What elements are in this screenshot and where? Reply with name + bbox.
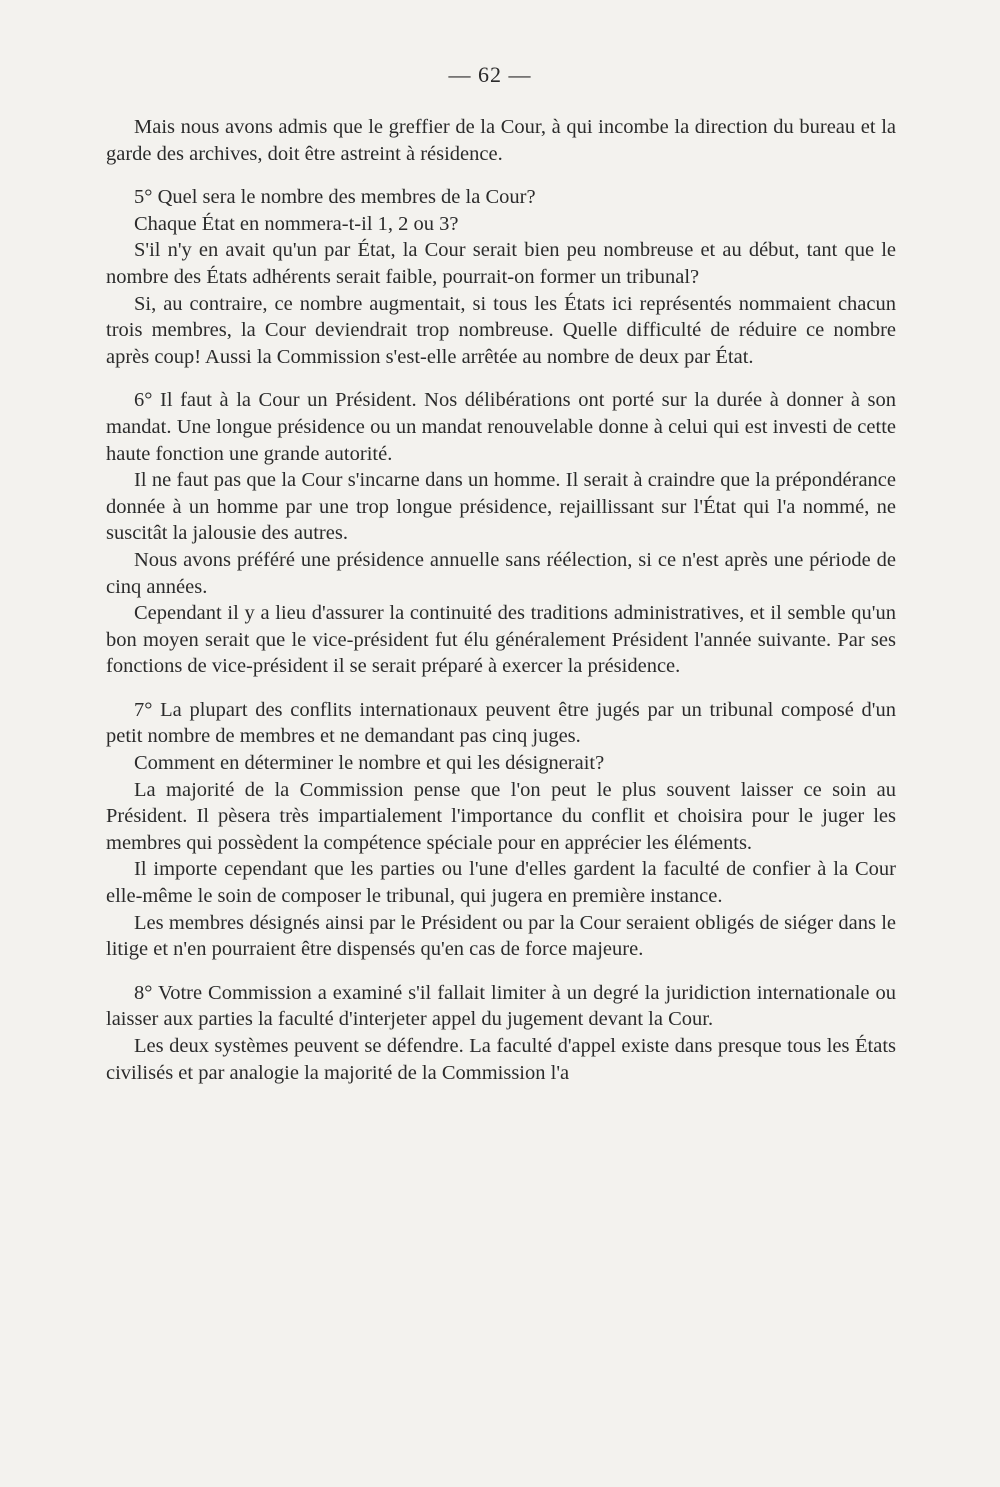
- paragraph: Nous avons préféré une présidence annuelle sans réélection, si ce n'est après une période de cinq années.: [106, 548, 896, 598]
- page-number: — 62 —: [448, 62, 532, 87]
- body-text: [106, 114, 896, 1086]
- paragraph: 8° Votre Commission a examiné s'il fallait limiter à un degré la juridiction internationale ou laisser aux parties la faculté d'interjeter appel du jugement devant la Cour.: [106, 981, 896, 1031]
- paragraph: Si, au contraire, ce nombre augmentait, si tous les États ici représentés nommaient chacun trois membres, la Cour deviendrait trop nombreuse. Quelle difficulté de réduire ce nombre après coup! Aussi la Commission s'est-elle arrêtée au nombre de deux par État.: [106, 292, 896, 368]
- paragraph: 7° La plupart des conflits internationaux peuvent être jugés par un tribunal composé d'un petit nombre de membres et ne demandant pas cinq juges.: [106, 698, 896, 748]
- paragraph: Les membres désignés ainsi par le Président ou par la Cour seraient obligés de siéger dans le litige et n'en pourraient être dispensés qu'en cas de force majeure.: [106, 911, 896, 961]
- paragraph: Les deux systèmes peuvent se défendre. La faculté d'appel existe dans presque tous les États civilisés et par analogie la majorité de la Commission l'a: [106, 1035, 896, 1084]
- paragraph: Cependant il y a lieu d'assurer la continuité des traditions administratives, et il semble qu'un bon moyen serait que le vice-président fut élu généralement Président l'année suivante. Par ses fonctions de vice-président il se serait préparé à exercer la présidence.: [106, 602, 896, 678]
- paragraph: 5° Quel sera le nombre des membres de la Cour?: [134, 186, 536, 209]
- paragraph: Il ne faut pas que la Cour s'incarne dans un homme. Il serait à craindre que la prépondérance donnée à un homme par une trop longue présidence, rejaillissant sur l'État qui l'a nommé, ne suscitât la jalousie des autres.: [106, 469, 896, 545]
- paragraph: 6° Il faut à la Cour un Président. Nos délibérations ont porté sur la durée à donner à son mandat. Une longue présidence ou un mandat renouvelable donne à celui qui est investi de cette haute fonction une grande autorité.: [106, 389, 896, 465]
- paragraph: La majorité de la Commission pense que l'on peut le plus souvent laisser ce soin au Président. Il pèsera très impartialement l'importance du conflit et choisira pour le juger les membres qui possèdent la compétence spéciale pour en apprécier les éléments.: [106, 778, 896, 854]
- paragraph: Chaque État en nommera-t-il 1, 2 ou 3?: [134, 212, 459, 235]
- paragraph: Il importe cependant que les parties ou l'une d'elles gardent la faculté de confier à la Cour elle-même le soin de composer le tribunal, qui jugera en première instance.: [106, 858, 896, 908]
- paragraph: Comment en déterminer le nombre et qui les désignerait?: [134, 752, 605, 775]
- paragraph: Mais nous avons admis que le greffier de la Cour, à qui incombe la direction du bureau et la garde des archives, doit être astreint à résidence.: [106, 116, 896, 165]
- paragraph: S'il n'y en avait qu'un par État, la Cour serait bien peu nombreuse et au début, tant que le nombre des États adhérents serait faible, pourrait-on former un tribunal?: [106, 239, 896, 288]
